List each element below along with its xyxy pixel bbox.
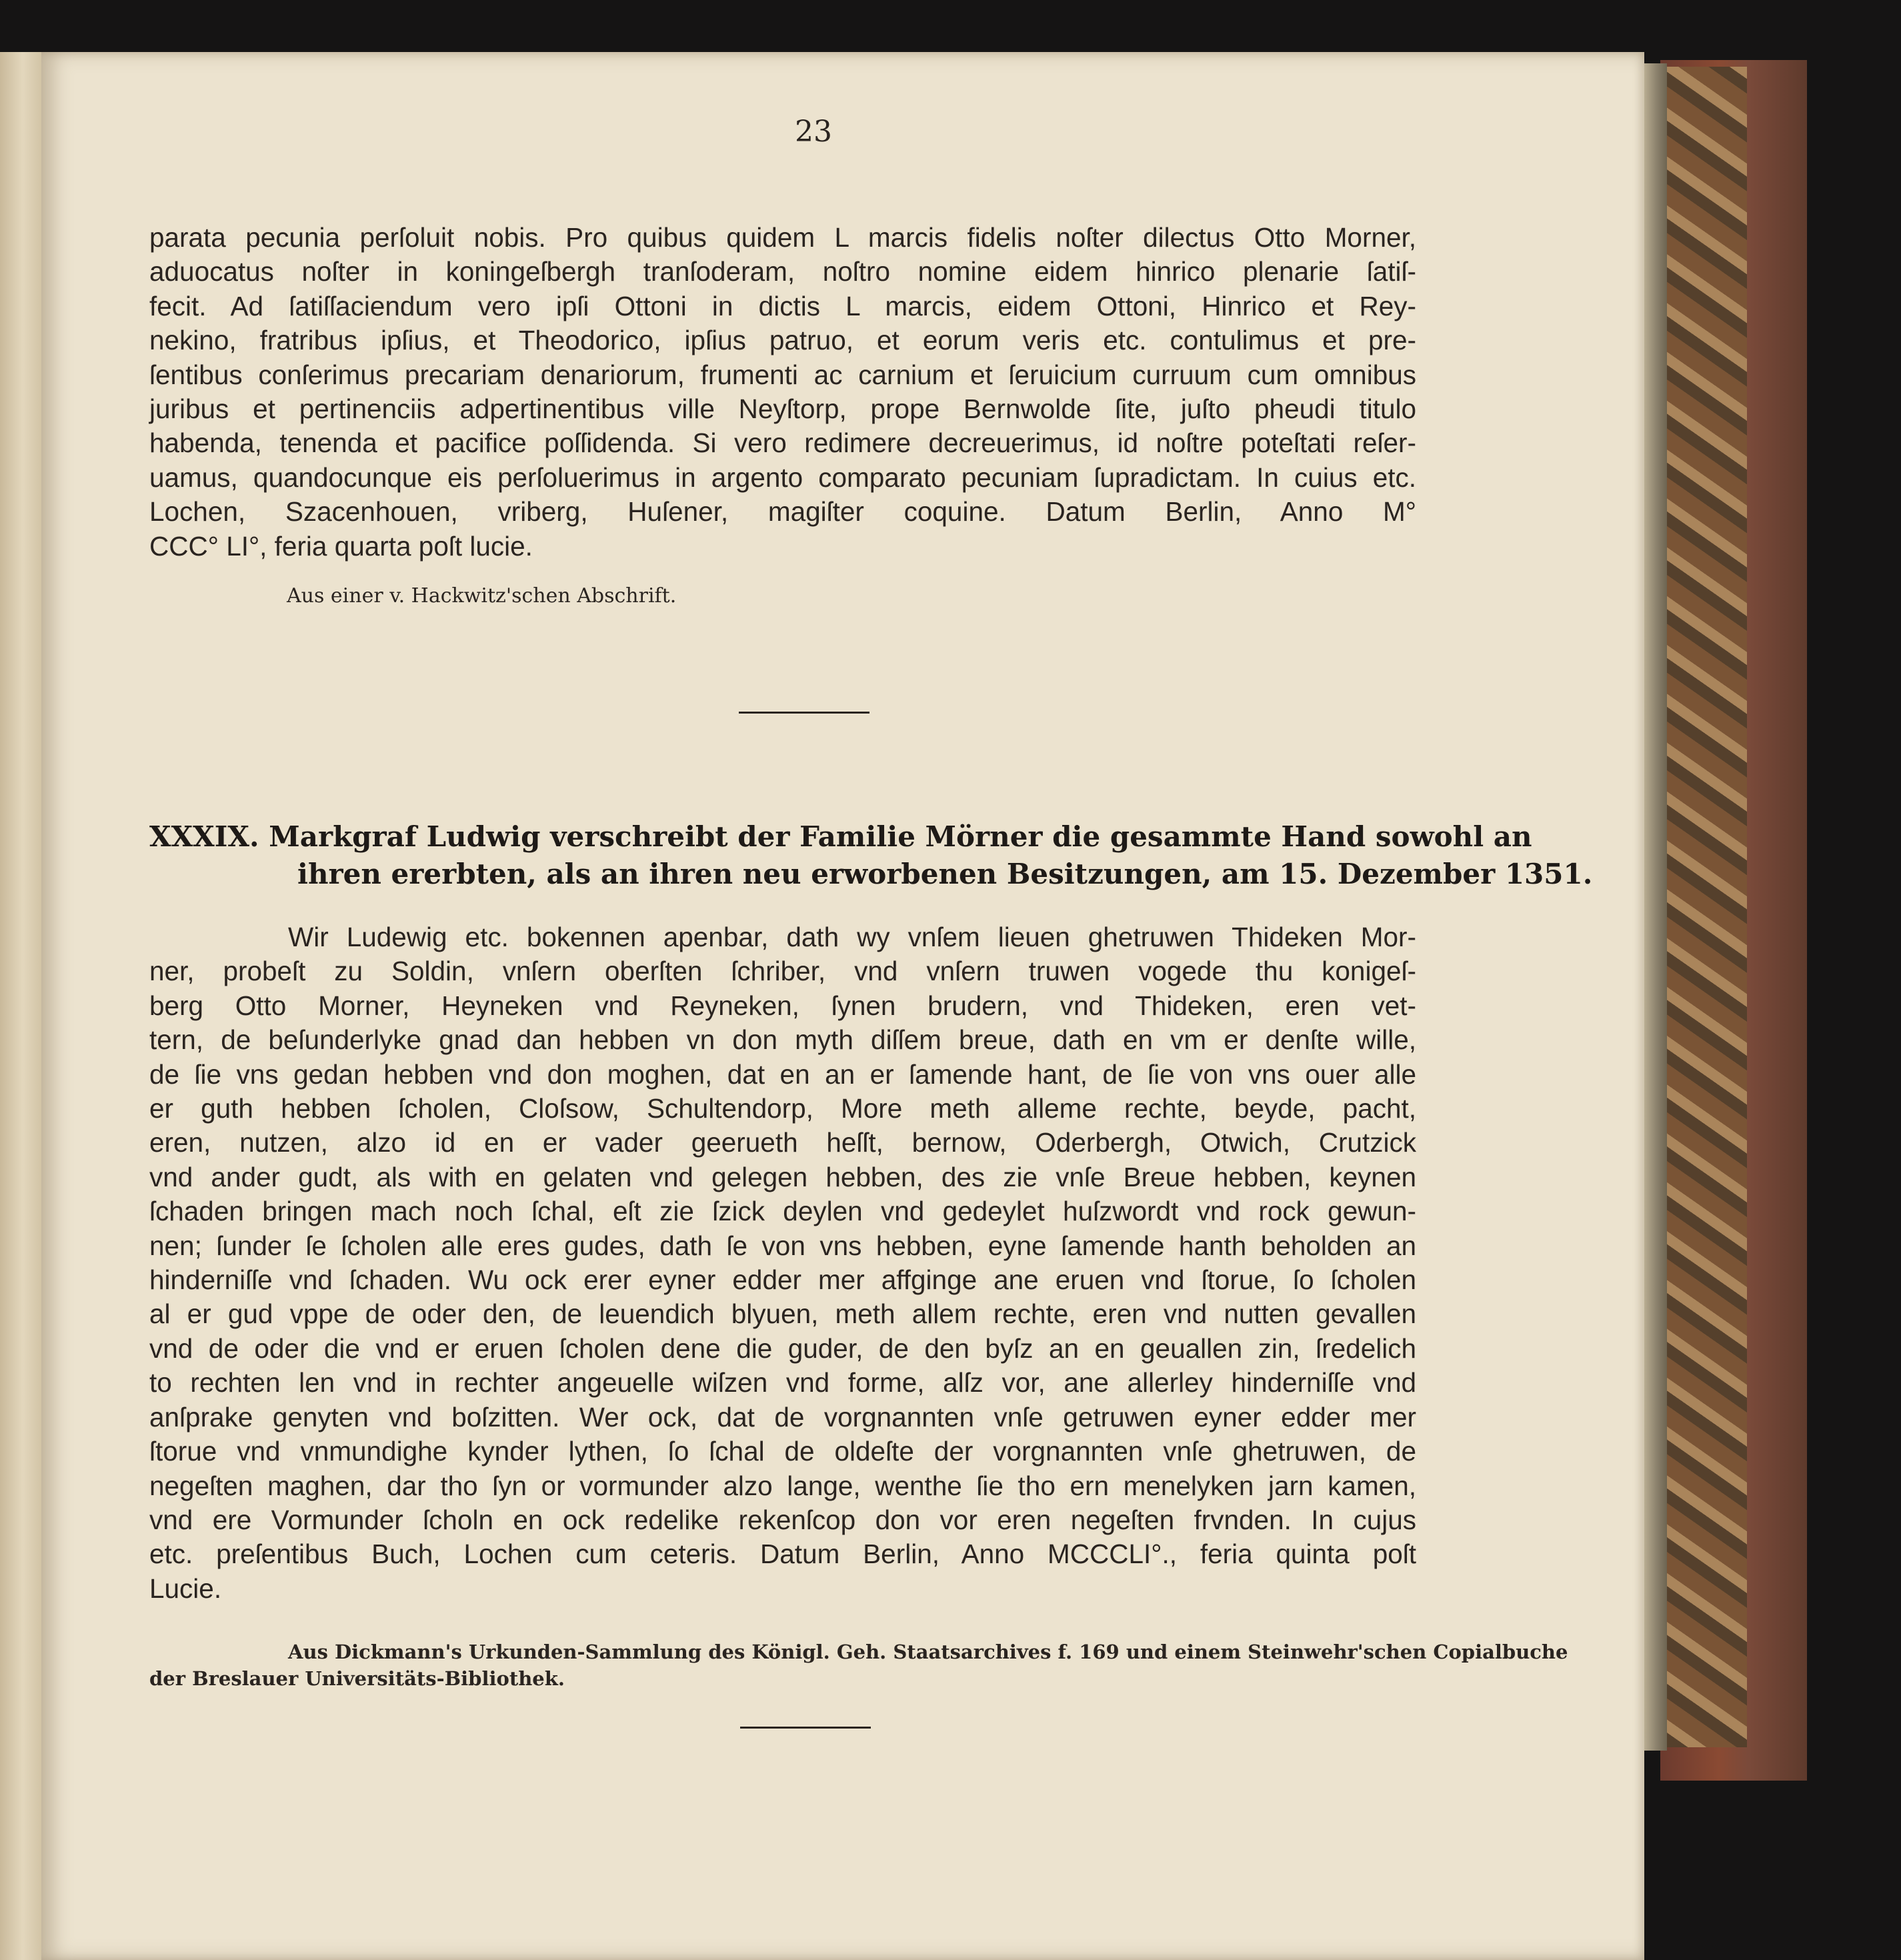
heading-line: XXXIX. Markgraf Ludwig verschreibt der Familie Mörner die gesammte Hand sowohl an [149,820,1532,853]
text-line: anſprake genyten vnd boſzitten. Wer ock, dat de vorgnannten vnſe getruwen eyner edder mer [149,1401,1416,1432]
source-line: Aus Dickmann's Urkunden-Sammlung des Königl. Geh. Staatsarchives f. 169 und einem Steinwehr'schen Copialbuche [288,1641,1568,1663]
text-line: ſchaden bringen mach noch ſchal, eſt zie ſzick deylen vnd gedeylet huſzwordt vnd rock gewun- [149,1196,1416,1227]
text-line: aduocatus noſter in koningeſbergh tranſoderam, noſtro nomine eidem hinrico plenarie ſatiſ- [149,256,1416,287]
marbled-edge [1667,67,1747,1747]
heading-line: ihren ererbten, als an ihren neu erworbenen Besitzungen, am 15. Dezember 1351. [297,858,1593,890]
section-heading [149,818,1593,893]
text-line: er guth hebben ſcholen, Cloſsow, Schultendorp, More meth alleme rechte, beyde, pacht, [149,1093,1416,1124]
page-number: 23 [795,115,832,149]
text-line: vnd de oder die vnd er eruen ſcholen dene die guder, de den byſz an en geuallen zin, ſredelich [149,1332,1416,1364]
text-line: uamus, quandocunque eis perſoluerimus in argento comparato pecuniam ſupradictam. In cuius etc. [149,461,1416,493]
text-line: habenda, tenenda et pacifice poſſidenda. Si vero redimere decreuerimus, id noſtre poteſtati reſer- [149,427,1416,459]
second-document-text [149,920,1416,1606]
end-divider [740,1727,871,1729]
text-line: nekino, fratribus ipſius, et Theodorico, ipſius patruo, et eorum veris etc. contulimus et pre- [149,325,1416,356]
text-line: vnd ander gudt, als with en gelaten vnd gelegen hebben, des zie vnſe Breue hebben, keynen [149,1161,1416,1192]
text-line: nen; ſunder ſe ſcholen alle eres gudes, dath ſe von vns hebben, eyne ſamende hanth beholden an [149,1230,1416,1261]
text-line: al er gud vppe de oder den, de leuendich blyuen, meth allem rechte, eren vnd nutten gevallen [149,1298,1416,1330]
text-line: juribus et pertinenciis adpertinentibus ville Neyſtorp, prope Bernwolde ſite, juſto pheudi titulo [149,393,1416,425]
first-source-note: Aus einer v. Hackwitz'schen Abschrift. [287,584,677,608]
text-line: vnd ere Vormunder ſcholn en ock redelike rekenſcop don vor eren negeſten frvnden. In cujus [149,1504,1416,1535]
text-line: hinderniſſe vnd ſchaden. Wu ock erer eyner edder mer affginge ane eruen vnd ſtorue, ſo ſcholen [149,1264,1416,1296]
text-line: Lucie. [149,1573,222,1604]
previous-page-edge [0,52,41,1960]
text-line: Lochen, Szacenhouen, vriberg, Huſener, magiſter coquine. Datum Berlin, Anno M° [149,496,1416,528]
text-line: berg Otto Morner, Heyneken vnd Reyneken, ſynen brudern, vnd Thideken, eren vet- [149,990,1416,1021]
text-line: eren, nutzen, alzo id en er vader geerueth heſſt, bernow, Oderbergh, Otwich, Crutzick [149,1127,1416,1158]
text-line: tern, de beſunderlyke gnad dan hebben vn don myth diſſem breue, dath en vm er denſte wille, [149,1024,1416,1056]
text-line: Wir Ludewig etc. bokennen apenbar, dath wy vnſem lieuen ghetruwen Thideken Mor- [288,922,1416,952]
source-line: der Breslauer Universitäts-Bibliothek. [149,1667,565,1690]
text-line: ſtorue vnd vnmundighe kynder lythen, ſo ſchal de oldeſte der vorgnannten vnſe ghetruwen, de [149,1436,1416,1467]
first-document-text [149,221,1416,564]
text-line: CCC° LI°, feria quarta poſt lucie. [149,530,533,562]
text-line: de ſie vns gedan hebben vnd don moghen, dat en an er ſamende hant, de ſie von vns ouer alle [149,1058,1416,1090]
second-source-note [149,1639,1568,1692]
text-line: ner, probeſt zu Soldin, vnſern oberſten ſchriber, vnd vnſern truwen vogede thu konigeſ- [149,956,1416,987]
text-line: fecit. Ad ſatiſſaciendum vero ipſi Ottoni in dictis L marcis, eidem Ottoni, Hinrico et Rey- [149,290,1416,321]
page-block-edge [1644,63,1667,1751]
text-line: parata pecunia perſoluit nobis. Pro quibus quidem L marcis fidelis noſter dilectus Otto Morner, [149,222,1416,253]
text-line: negeſten maghen, dar tho ſyn or vormunder alzo lange, wenthe ſie tho ern menelyken jarn kamen, [149,1470,1416,1501]
text-line: ſentibus conſerimus precariam denariorum, frumenti ac carnium et ſeruicium curruum cum omnibus [149,359,1416,390]
section-divider [739,712,869,714]
text-line: to rechten len vnd in rechter angeuelle wiſzen vnd forme, alſz vor, ane allerley hinderniſſe vnd [149,1367,1416,1398]
text-line: etc. preſentibus Buch, Lochen cum ceteris. Datum Berlin, Anno MCCCLI°., feria quinta poſt [149,1539,1416,1570]
